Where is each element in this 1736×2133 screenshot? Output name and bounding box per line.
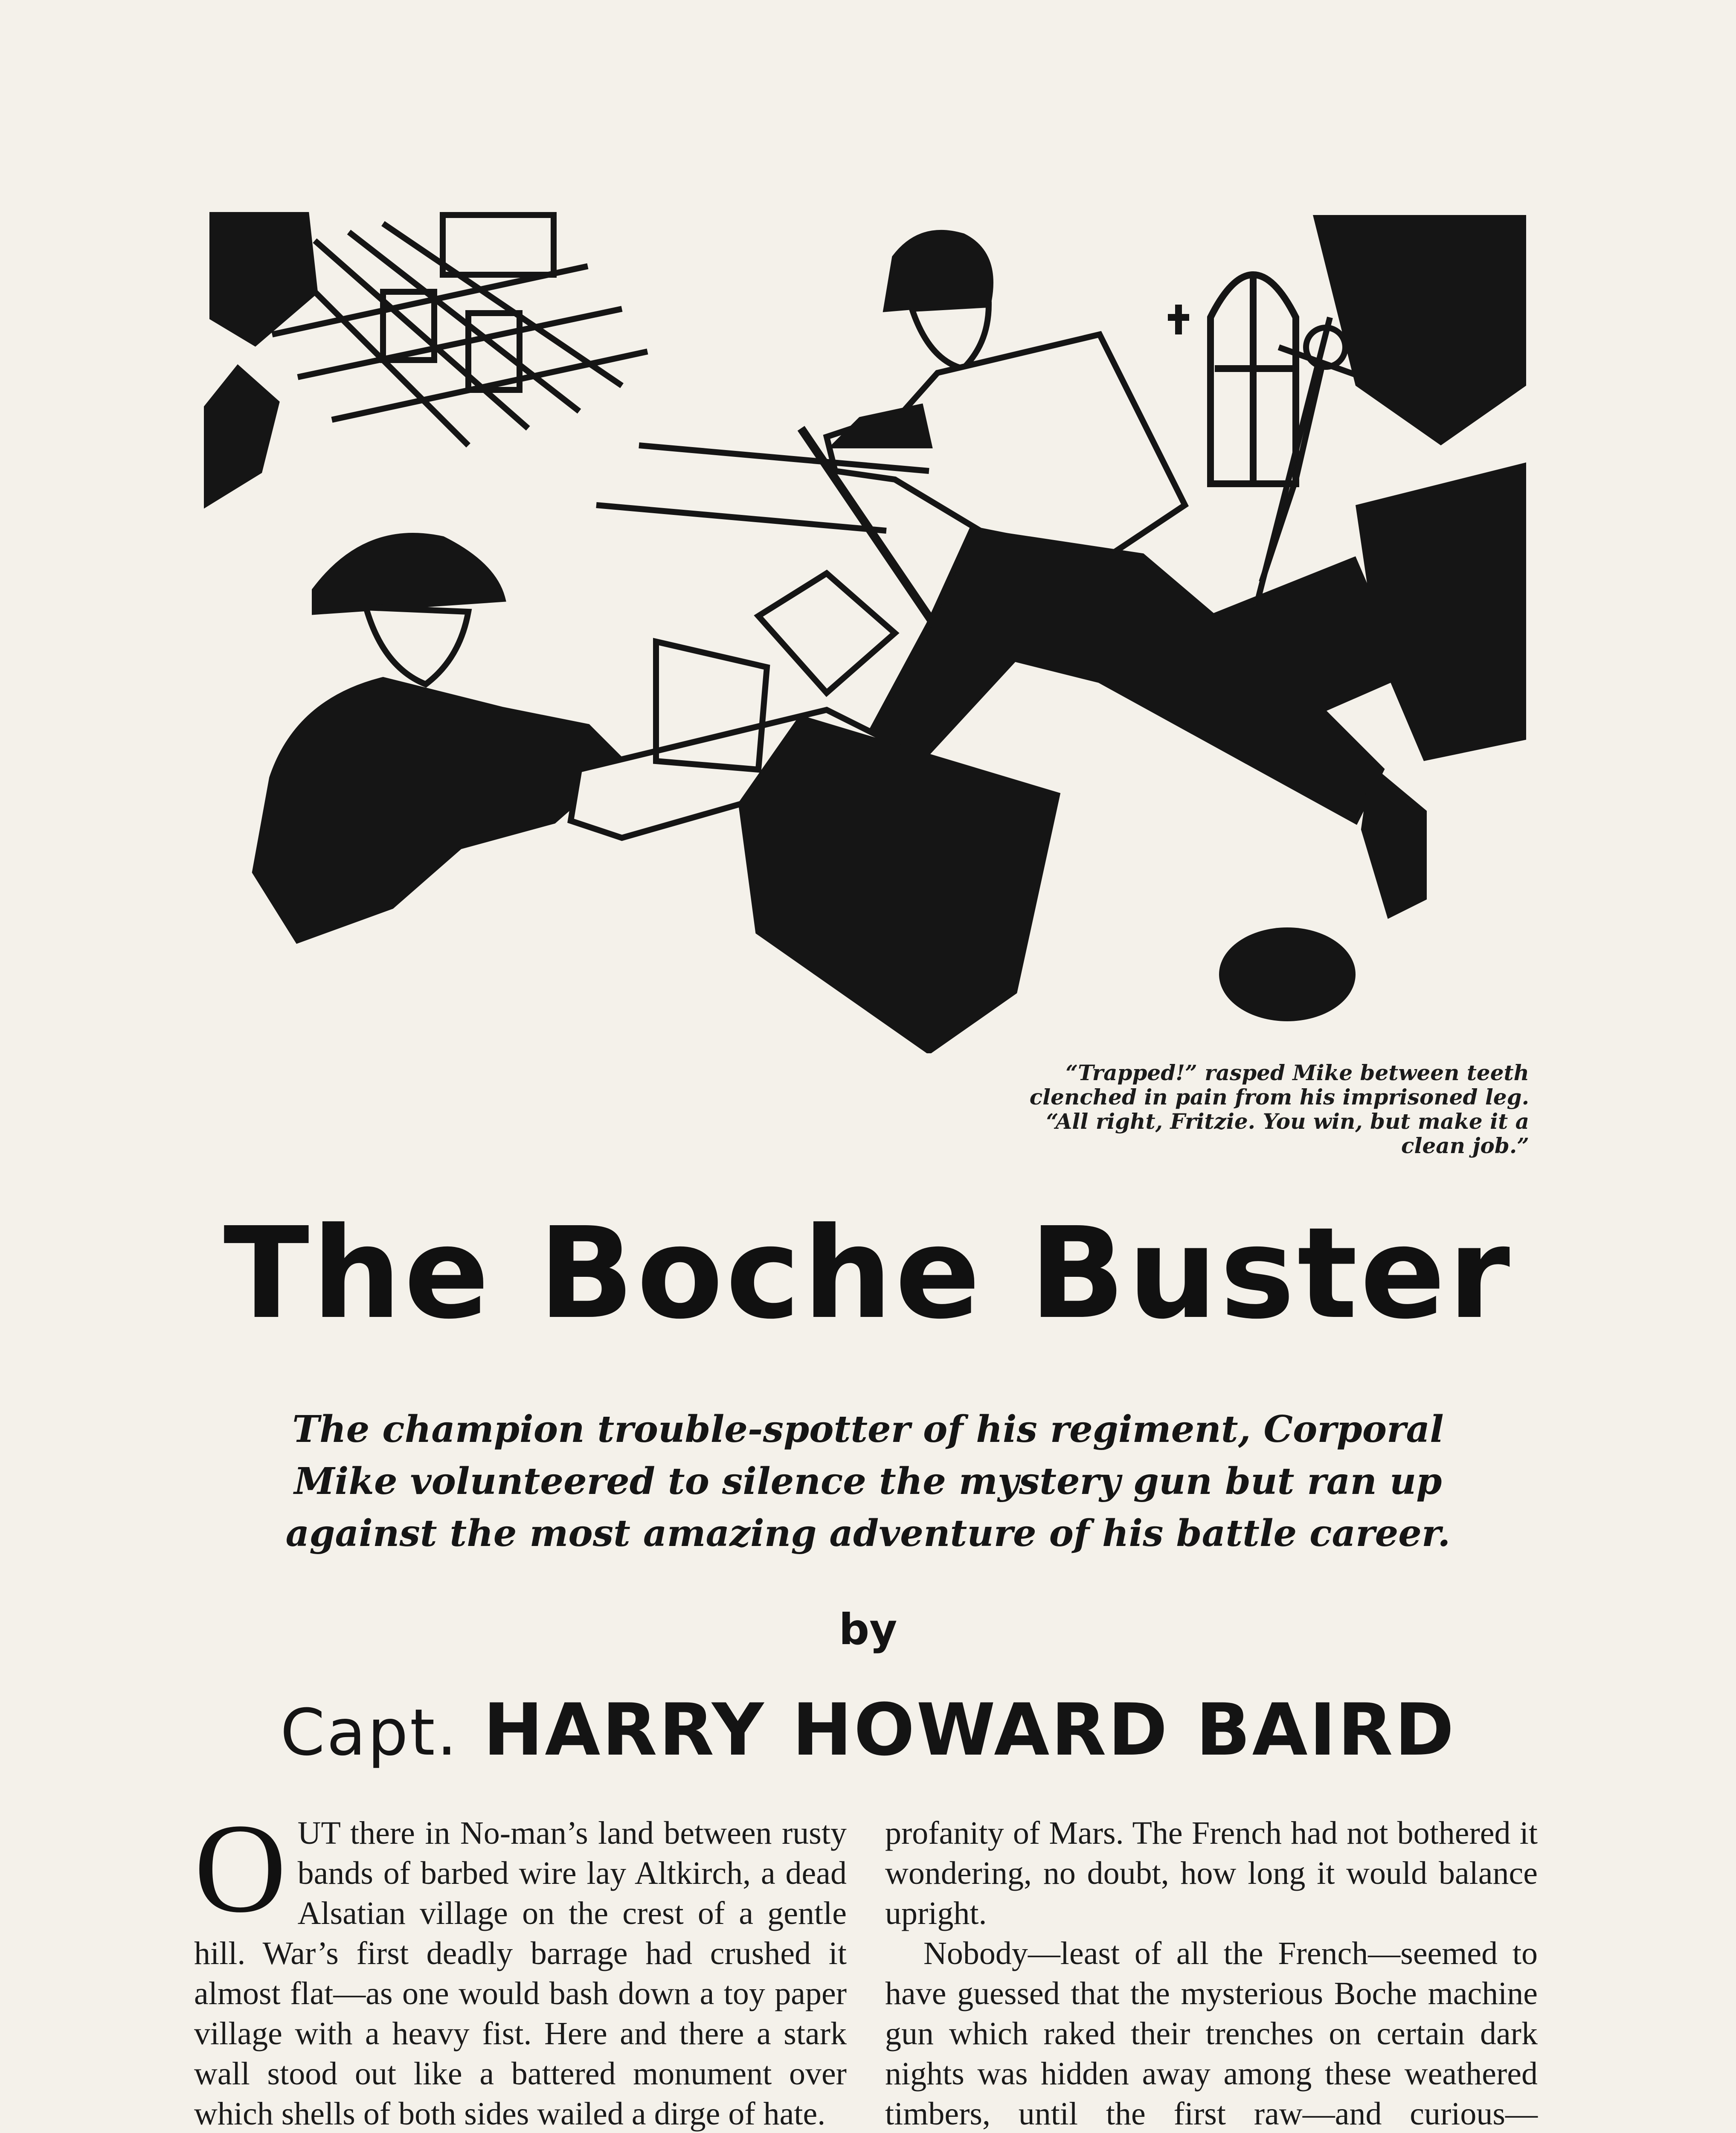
author-rank: Capt. xyxy=(280,1696,459,1770)
paragraph: profanity of Mars. The French had not bothered it wondering, no doubt, how long it would balance upright. xyxy=(885,1815,1538,1931)
author-name: HARRY HOWARD BAIRD xyxy=(483,1688,1456,1772)
ruins-left xyxy=(204,215,647,505)
war-scene-illustration xyxy=(204,206,1530,1053)
illustration-drawing xyxy=(204,206,1530,1053)
author-line xyxy=(0,1689,1736,1773)
church-window xyxy=(1168,275,1296,484)
illustration-caption: “Trapped!” rasped Mike between teeth clenched in pain from his imprisoned leg. “All right, Fritzie. You win, but make it a clean job.” xyxy=(1029,1060,1529,1158)
paragraph-text: UT there in No-man’s land between rusty bands of barbed wire lay Altkirch, a dead Alsatian village on the crest of a gentle hill. War’s first deadly barrage had crushed it almost flat—as one would bash down a toy paper village with a heavy fist. Here and there a stark wall stood out like a battered monument over which shells of both sides wailed a dirge of hate. xyxy=(194,1815,847,2132)
paragraph xyxy=(194,1797,847,2133)
byline-by: by xyxy=(839,1604,897,1654)
story-title: The Boche Buster xyxy=(223,1200,1513,1347)
dropped-helmet xyxy=(1219,927,1356,1021)
body-column-left xyxy=(194,1797,847,2133)
story-deck: The champion trouble-spotter of his regiment, Corporal Mike volunteered to silence the mystery gun but ran up against the most amazing adventure of his battle career. xyxy=(285,1408,1451,1555)
paragraph: Nobody—least of all the French—seemed to have guessed that the mysterious Boche machine gun which raked their trenches on certain dark nights was hidden away among these weathered timbers, until the first raw—and curious— xyxy=(885,1935,1538,2132)
body-column-right xyxy=(885,1813,1538,2133)
drop-cap: O xyxy=(194,1797,287,1939)
